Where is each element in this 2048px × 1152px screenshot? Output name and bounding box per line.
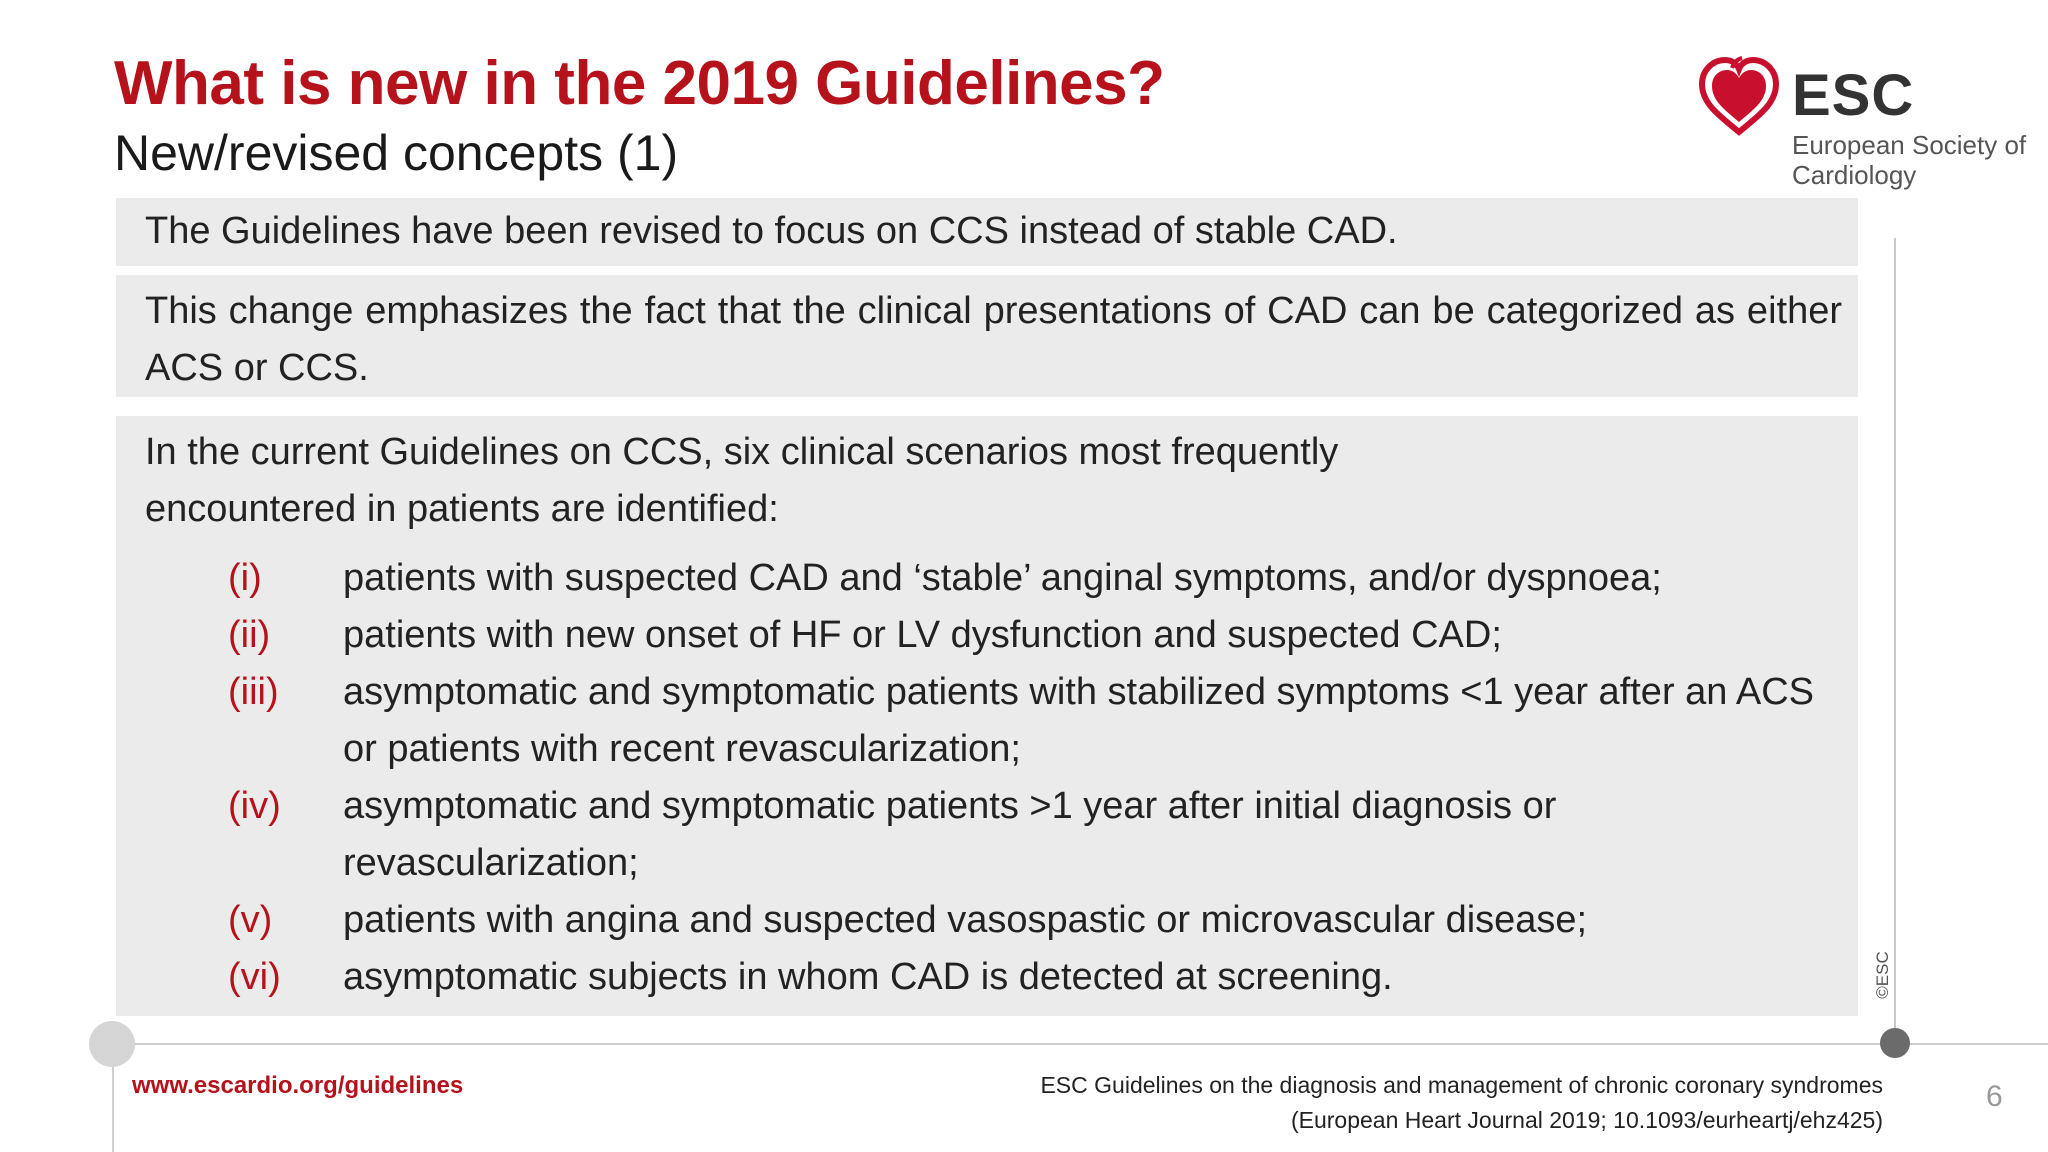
logo-subtitle: European Society of Cardiology xyxy=(1792,130,2027,190)
scenario-numeral: (i) xyxy=(228,557,262,599)
scenario-numeral: (ii) xyxy=(228,614,271,656)
info-box-text: This change emphasizes the fact that the clinical presentations of CAD can be categorized as either ACS or CCS. xyxy=(145,290,1842,389)
list-item xyxy=(145,607,1842,664)
slide-subtitle: New/revised concepts (1) xyxy=(114,125,679,181)
footer-reference-line: ESC Guidelines on the diagnosis and management of chronic coronary syndromes xyxy=(1040,1072,1883,1098)
scenario-text: asymptomatic and symptomatic patients >1 year after initial diagnosis or revascularization; xyxy=(343,785,1557,884)
scenario-text: patients with suspected CAD and ‘stable’ anginal symptoms, and/or dyspnoea; xyxy=(343,557,1662,599)
footer-reference-line: (European Heart Journal 2019; 10.1093/eurheartj/ehz425) xyxy=(1290,1107,1883,1133)
scenarios-intro-line: encountered in patients are identified: xyxy=(145,488,779,530)
footer-reference xyxy=(1040,1068,1883,1138)
decorative-dot xyxy=(1880,1028,1910,1058)
scenario-text: patients with new onset of HF or LV dysfunction and suspected CAD; xyxy=(343,614,1502,656)
scenarios-intro-line: In the current Guidelines on CCS, six clinical scenarios most frequently xyxy=(145,431,1339,473)
list-item xyxy=(145,892,1842,949)
logo-name: ESC xyxy=(1792,63,1915,128)
footer-divider xyxy=(112,1043,2048,1045)
scenario-text: asymptomatic subjects in whom CAD is detected at screening. xyxy=(343,956,1393,998)
esc-logo xyxy=(1698,56,2027,196)
page-number: 6 xyxy=(1986,1080,2003,1113)
list-item xyxy=(145,664,1842,778)
scenario-text: patients with angina and suspected vasospastic or microvascular disease; xyxy=(343,899,1588,941)
scenario-list xyxy=(145,550,1842,1006)
list-item xyxy=(145,550,1842,607)
footer-left-divider xyxy=(112,1062,114,1152)
slide-title: What is new in the 2019 Guidelines? xyxy=(114,49,1165,118)
scenario-numeral: (v) xyxy=(228,899,273,941)
guidelines-link[interactable]: www.escardio.org/guidelines xyxy=(132,1072,464,1099)
list-item xyxy=(145,949,1842,1006)
info-box-focus xyxy=(116,198,1858,266)
scenario-numeral: (iii) xyxy=(228,671,279,713)
scenario-numeral: (iv) xyxy=(228,785,281,827)
scenario-numeral: (vi) xyxy=(228,956,281,998)
scenario-text: asymptomatic and symptomatic patients with stabilized symptoms <1 year after an ACS or patients with recent revascularization; xyxy=(343,671,1815,770)
info-box-scenarios xyxy=(116,416,1858,1016)
info-box-text: The Guidelines have been revised to focus on CCS instead of stable CAD. xyxy=(145,210,1398,252)
decorative-dot xyxy=(89,1021,135,1067)
right-divider xyxy=(1894,238,1896,1042)
heart-icon xyxy=(1698,56,1780,138)
copyright-label: ©ESC xyxy=(1873,951,1892,999)
info-box-categorization xyxy=(116,275,1858,397)
list-item xyxy=(145,778,1842,892)
